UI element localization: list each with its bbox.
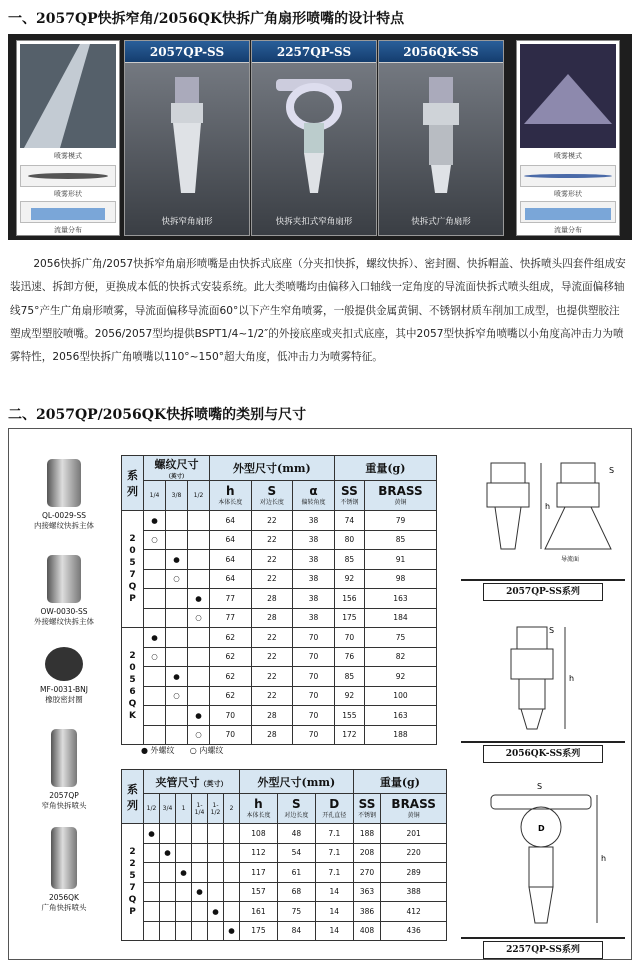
diagram-2257qp	[461, 775, 625, 955]
flow-dist-caption: 流量分布	[54, 226, 82, 234]
deflector-label: 导流面	[561, 556, 580, 563]
dim-s: 54	[277, 843, 315, 863]
col-clamp: 夹管尺寸（英寸）	[144, 770, 240, 794]
weight-ss: 92	[334, 686, 364, 706]
nozzle-model: 2056QK-SS	[379, 41, 503, 63]
nozzle-2257qp-card	[251, 40, 377, 236]
flow-distribution-chart	[20, 201, 116, 223]
dim-h: 161	[240, 902, 278, 922]
table-row	[122, 706, 437, 726]
part-desc: 内接螺纹快拆主体	[34, 521, 94, 530]
nozzle-2056qk-image	[379, 63, 503, 203]
legend-inner: ○ 内螺纹	[189, 746, 224, 755]
clamp-mark	[160, 882, 176, 902]
clamp-size: 1/2	[144, 794, 160, 824]
part-code: QL-0029-SS	[42, 511, 86, 520]
design-features-panel	[8, 34, 632, 240]
thread-mark	[188, 686, 210, 706]
clamp-mark	[160, 902, 176, 922]
weight-ss: 85	[334, 667, 364, 687]
dim-h: 157	[240, 882, 278, 902]
clamp-mark: ●	[160, 843, 176, 863]
weight-brass: 388	[381, 882, 447, 902]
sub-col: S 对边长度	[277, 794, 315, 824]
thread-mark	[144, 667, 166, 687]
weight-brass: 163	[364, 706, 436, 726]
thread-mark	[144, 569, 166, 589]
weight-ss: 156	[334, 589, 364, 609]
dim-h: 62	[210, 647, 252, 667]
col-weight: 重量(g)	[334, 456, 436, 481]
table-row	[122, 902, 447, 922]
table-row	[122, 608, 437, 628]
svg-text:S: S	[537, 782, 543, 791]
part-desc: 窄角快拆喷头	[41, 801, 87, 810]
weight-ss: 386	[353, 902, 381, 922]
weight-ss: 175	[334, 608, 364, 628]
legend-outer: ● 外螺纹	[141, 746, 175, 755]
table-row	[122, 921, 447, 941]
dim-s: 22	[251, 667, 293, 687]
clamp-mark	[208, 824, 224, 844]
thread-mark	[166, 725, 188, 745]
thread-size: 1/4	[144, 481, 166, 511]
clamp-mark: ●	[192, 882, 208, 902]
thread-mark	[188, 569, 210, 589]
dim-alpha: 70	[293, 725, 335, 745]
table-row	[122, 628, 437, 648]
dim-h: 64	[210, 569, 252, 589]
dim-h: 112	[240, 843, 278, 863]
weight-ss: 85	[334, 550, 364, 570]
thread-mark: ○	[188, 725, 210, 745]
sub-col: BRASS 黄铜	[381, 794, 447, 824]
weight-brass: 79	[364, 511, 436, 531]
sub-col: D 开孔直径	[315, 794, 353, 824]
svg-text:S: S	[609, 466, 615, 475]
clamp-mark	[224, 882, 240, 902]
dim-d: 7.1	[315, 824, 353, 844]
dim-alpha: 70	[293, 628, 335, 648]
thread-mark	[166, 511, 188, 531]
thread-mark	[166, 608, 188, 628]
dim-alpha: 70	[293, 647, 335, 667]
thread-mark	[144, 550, 166, 570]
weight-brass: 85	[364, 530, 436, 550]
table-row	[122, 882, 447, 902]
clamp-mark	[224, 843, 240, 863]
dim-h: 62	[210, 686, 252, 706]
weight-brass: 289	[381, 863, 447, 883]
nozzle-label: 快拆窄角扇形	[161, 217, 213, 227]
dim-h: 117	[240, 863, 278, 883]
dim-s: 84	[277, 921, 315, 941]
thread-mark	[144, 608, 166, 628]
clamp-mark	[192, 824, 208, 844]
part-desc: 橡胶密封圈	[45, 695, 83, 704]
weight-brass: 98	[364, 569, 436, 589]
thread-spec-table	[121, 455, 437, 745]
weight-brass: 436	[381, 921, 447, 941]
sub-col: h 本体长度	[240, 794, 278, 824]
clamp-mark: ●	[208, 902, 224, 922]
diagram-caption: 2057QP-SS系列	[483, 583, 603, 601]
series-name: 2 0 5 6 Q K	[122, 628, 144, 745]
clamp-mark	[160, 921, 176, 941]
clamp-spec-table	[121, 769, 447, 941]
thread-mark	[166, 589, 188, 609]
part-desc: 外接螺纹快拆主体	[34, 617, 94, 626]
dim-d: 14	[315, 902, 353, 922]
dim-s: 28	[251, 589, 293, 609]
thread-mark	[144, 706, 166, 726]
clamp-mark	[224, 902, 240, 922]
part-code: MF-0031-BNJ	[40, 685, 88, 694]
dim-s: 22	[251, 647, 293, 667]
section-2-title: 二、2057QP/2056QK快拆喷嘴的类别与尺寸	[8, 407, 307, 423]
clamp-mark	[176, 902, 192, 922]
thread-mark: ●	[166, 550, 188, 570]
spec-panel	[8, 428, 632, 960]
weight-ss: 76	[334, 647, 364, 667]
clamp-size: 1	[176, 794, 192, 824]
table-row	[122, 824, 447, 844]
clamp-mark: ●	[224, 921, 240, 941]
dim-h: 64	[210, 530, 252, 550]
thread-mark: ●	[188, 589, 210, 609]
dim-s: 22	[251, 686, 293, 706]
spray-mode-caption: 喷雾模式	[54, 152, 82, 160]
clamp-mark: ●	[176, 863, 192, 883]
dim-alpha: 38	[293, 569, 335, 589]
table-row	[122, 725, 437, 745]
weight-brass: 412	[381, 902, 447, 922]
dim-alpha: 38	[293, 550, 335, 570]
thread-legend	[141, 745, 223, 756]
table-row	[122, 863, 447, 883]
table-row	[122, 667, 437, 687]
sub-brass: BRASS 黄铜	[364, 481, 436, 511]
thread-mark	[188, 628, 210, 648]
flow-distribution-chart	[520, 201, 616, 223]
weight-brass: 100	[364, 686, 436, 706]
thread-mark	[144, 589, 166, 609]
dim-h: 64	[210, 511, 252, 531]
part-mf-0031	[19, 647, 109, 705]
dim-s: 75	[277, 902, 315, 922]
weight-brass: 220	[381, 843, 447, 863]
weight-brass: 201	[381, 824, 447, 844]
dim-alpha: 38	[293, 530, 335, 550]
nozzle-label: 快拆夹扣式窄角扇形	[275, 217, 353, 227]
dim-d: 7.1	[315, 843, 353, 863]
weight-ss: 92	[334, 569, 364, 589]
svg-text:h: h	[601, 854, 607, 863]
dim-d: 14	[315, 921, 353, 941]
nozzle-2257qp-image	[252, 63, 376, 203]
col-dims: 外型尺寸(mm)	[240, 770, 354, 794]
spray-shape-pattern	[520, 165, 616, 187]
dim-d: 14	[315, 882, 353, 902]
clamp-size: 1-1/4	[192, 794, 208, 824]
thread-mark: ○	[166, 686, 188, 706]
weight-ss: 270	[353, 863, 381, 883]
spray-photo	[520, 44, 616, 148]
clamp-mark	[144, 921, 160, 941]
weight-ss: 80	[334, 530, 364, 550]
col-series: 系列	[122, 770, 144, 824]
clamp-mark	[208, 843, 224, 863]
dim-s: 22	[251, 530, 293, 550]
clamp-mark	[192, 863, 208, 883]
thread-mark	[188, 647, 210, 667]
weight-brass: 184	[364, 608, 436, 628]
dim-s: 68	[277, 882, 315, 902]
nozzle-2057qp-card	[124, 40, 250, 236]
table-row	[122, 843, 447, 863]
dim-h: 77	[210, 608, 252, 628]
series-name: 2 2 5 7 Q P	[122, 824, 144, 941]
dim-alpha: 70	[293, 706, 335, 726]
sub-alpha: α 偏转角度	[293, 481, 335, 511]
table-row	[122, 589, 437, 609]
dim-alpha: 70	[293, 667, 335, 687]
thread-mark	[144, 686, 166, 706]
weight-brass: 188	[364, 725, 436, 745]
dim-s: 22	[251, 511, 293, 531]
thread-mark: ●	[166, 667, 188, 687]
dim-s: 22	[251, 550, 293, 570]
spray-mode-caption: 喷雾模式	[554, 152, 582, 160]
dim-h: 70	[210, 725, 252, 745]
part-2057qp	[19, 729, 109, 811]
dim-alpha: 70	[293, 686, 335, 706]
diagram-caption: 2056QK-SS系列	[483, 745, 603, 763]
clamp-mark	[208, 863, 224, 883]
weight-ss: 363	[353, 882, 381, 902]
thread-mark	[166, 530, 188, 550]
table-row	[122, 550, 437, 570]
table-row	[122, 530, 437, 550]
dim-s: 28	[251, 725, 293, 745]
dim-alpha: 38	[293, 589, 335, 609]
clamp-mark	[192, 902, 208, 922]
section-1-title: 一、2057QP快拆窄角/2056QK快拆广角扇形喷嘴的设计特点	[8, 11, 405, 27]
svg-text:h: h	[569, 674, 575, 683]
nozzle-2056qk-card	[378, 40, 504, 236]
description-paragraph: 2056快拆广角/2057快拆窄角扇形喷嘴是由快拆式底座（分夹扣快拆，螺纹快拆）、密封圈、快拆帽盖、快拆喷头四套件组成安装迅速、拆卸方便，更换成本低的快拆式安装系统。此大类喷嘴均由偏移入口轴线一定角度的导流面快拆式喷头组成，导流面偏移轴线75°产生广角扇形喷雾，导流面偏移导流面60°以下产生窄角喷雾，一般提供金属黄铜、不锈钢材质车削加工成型，也提供塑胶注塑成型塑胶喷嘴。2056/2057型均提供BSPT1/4~1/2″的外接底座或夹扣式底座，其中2057型快拆窄角喷嘴以小角度高冲击力为喷雾特性，2056型快拆广角喷嘴以110°~150°超大角度，低冲击力为喷雾特征。	[10, 258, 626, 364]
dim-s: 22	[251, 569, 293, 589]
clamp-mark	[144, 882, 160, 902]
thread-mark: ○	[188, 608, 210, 628]
thread-size: 1/2	[188, 481, 210, 511]
thread-mark: ●	[144, 628, 166, 648]
flow-dist-caption: 流量分布	[554, 226, 582, 234]
clamp-mark	[224, 824, 240, 844]
clamp-mark	[224, 863, 240, 883]
dim-h: 62	[210, 628, 252, 648]
clamp-size: 3/4	[160, 794, 176, 824]
part-code: 2057QP	[49, 791, 79, 800]
part-desc: 广角快拆喷头	[41, 903, 87, 912]
dim-s: 28	[251, 608, 293, 628]
dim-d: 7.1	[315, 863, 353, 883]
table-row	[122, 569, 437, 589]
table-row	[122, 647, 437, 667]
spray-photo	[20, 44, 116, 148]
thread-mark	[166, 706, 188, 726]
dim-alpha: 38	[293, 608, 335, 628]
weight-brass: 82	[364, 647, 436, 667]
weight-ss: 208	[353, 843, 381, 863]
weight-ss: 172	[334, 725, 364, 745]
clamp-mark	[160, 824, 176, 844]
weight-ss: 188	[353, 824, 381, 844]
diagram-2056qk	[461, 617, 625, 759]
svg-text:D: D	[538, 824, 545, 833]
spray-shape-caption: 喷雾形状	[54, 190, 82, 198]
nozzle-2057qp-image	[125, 63, 249, 203]
dim-s: 28	[251, 706, 293, 726]
clamp-size: 1-1/2	[208, 794, 224, 824]
dim-s: 61	[277, 863, 315, 883]
weight-brass: 92	[364, 667, 436, 687]
clamp-mark	[176, 824, 192, 844]
diagram-2257qp-drawing	[461, 775, 625, 933]
col-weight: 重量(g)	[353, 770, 446, 794]
sub-h: h 本体长度	[210, 481, 252, 511]
nozzle-model: 2057QP-SS	[125, 41, 249, 63]
col-dims: 外型尺寸(mm)	[210, 456, 335, 481]
clamp-mark	[208, 882, 224, 902]
thread-mark	[188, 667, 210, 687]
series-name: 2 0 5 7 Q P	[122, 511, 144, 628]
right-spray-column	[516, 40, 620, 236]
dim-h: 64	[210, 550, 252, 570]
thread-mark	[144, 725, 166, 745]
thread-mark	[166, 647, 188, 667]
thread-mark	[188, 511, 210, 531]
clamp-mark: ●	[144, 824, 160, 844]
thread-mark: ●	[188, 706, 210, 726]
clamp-mark	[192, 843, 208, 863]
weight-ss: 155	[334, 706, 364, 726]
clamp-mark	[160, 863, 176, 883]
clamp-mark	[144, 902, 160, 922]
thread-mark: ●	[144, 511, 166, 531]
thread-mark	[188, 530, 210, 550]
dim-h: 77	[210, 589, 252, 609]
dim-h: 70	[210, 706, 252, 726]
dim-alpha: 38	[293, 511, 335, 531]
weight-brass: 163	[364, 589, 436, 609]
dim-h: 108	[240, 824, 278, 844]
spray-shape-caption: 喷雾形状	[554, 190, 582, 198]
clamp-mark	[208, 921, 224, 941]
dim-h: 62	[210, 667, 252, 687]
svg-text:h: h	[545, 502, 551, 511]
thread-mark: ○	[166, 569, 188, 589]
clamp-mark	[176, 843, 192, 863]
svg-text:S: S	[549, 626, 555, 635]
clamp-mark	[144, 843, 160, 863]
table-row	[122, 686, 437, 706]
thread-mark	[166, 628, 188, 648]
clamp-mark	[176, 882, 192, 902]
weight-brass: 91	[364, 550, 436, 570]
col-series: 系列	[122, 456, 144, 511]
left-spray-column	[16, 40, 120, 236]
spray-shape-pattern	[20, 165, 116, 187]
weight-ss: 70	[334, 628, 364, 648]
dim-h: 175	[240, 921, 278, 941]
clamp-mark	[144, 863, 160, 883]
sub-col: SS 不锈钢	[353, 794, 381, 824]
col-thread: 螺纹尺寸 （英寸）	[144, 456, 210, 481]
part-code: 2056QK	[49, 893, 79, 902]
table-row	[122, 511, 437, 531]
thread-mark: ○	[144, 647, 166, 667]
clamp-size: 2	[224, 794, 240, 824]
sub-ss: SS 不锈钢	[334, 481, 364, 511]
nozzle-model: 2257QP-SS	[252, 41, 376, 63]
thread-size: 3/8	[166, 481, 188, 511]
part-2056qk	[19, 827, 109, 913]
thread-mark	[188, 550, 210, 570]
diagram-2057qp-drawing	[461, 443, 625, 573]
diagram-2056qk-drawing	[461, 617, 625, 737]
part-code: OW-0030-SS	[40, 607, 88, 616]
clamp-mark	[176, 921, 192, 941]
weight-ss: 408	[353, 921, 381, 941]
clamp-mark	[192, 921, 208, 941]
nozzle-label: 快拆式广角扇形	[411, 217, 471, 227]
weight-brass: 75	[364, 628, 436, 648]
dim-s: 48	[277, 824, 315, 844]
diagram-2057qp	[461, 443, 625, 597]
part-ow-0030	[19, 555, 109, 627]
thread-mark: ○	[144, 530, 166, 550]
dim-s: 22	[251, 628, 293, 648]
weight-ss: 74	[334, 511, 364, 531]
part-ql-0029	[19, 459, 109, 531]
sub-s: S 对边长度	[251, 481, 293, 511]
diagram-caption: 2257QP-SS系列	[483, 941, 603, 959]
